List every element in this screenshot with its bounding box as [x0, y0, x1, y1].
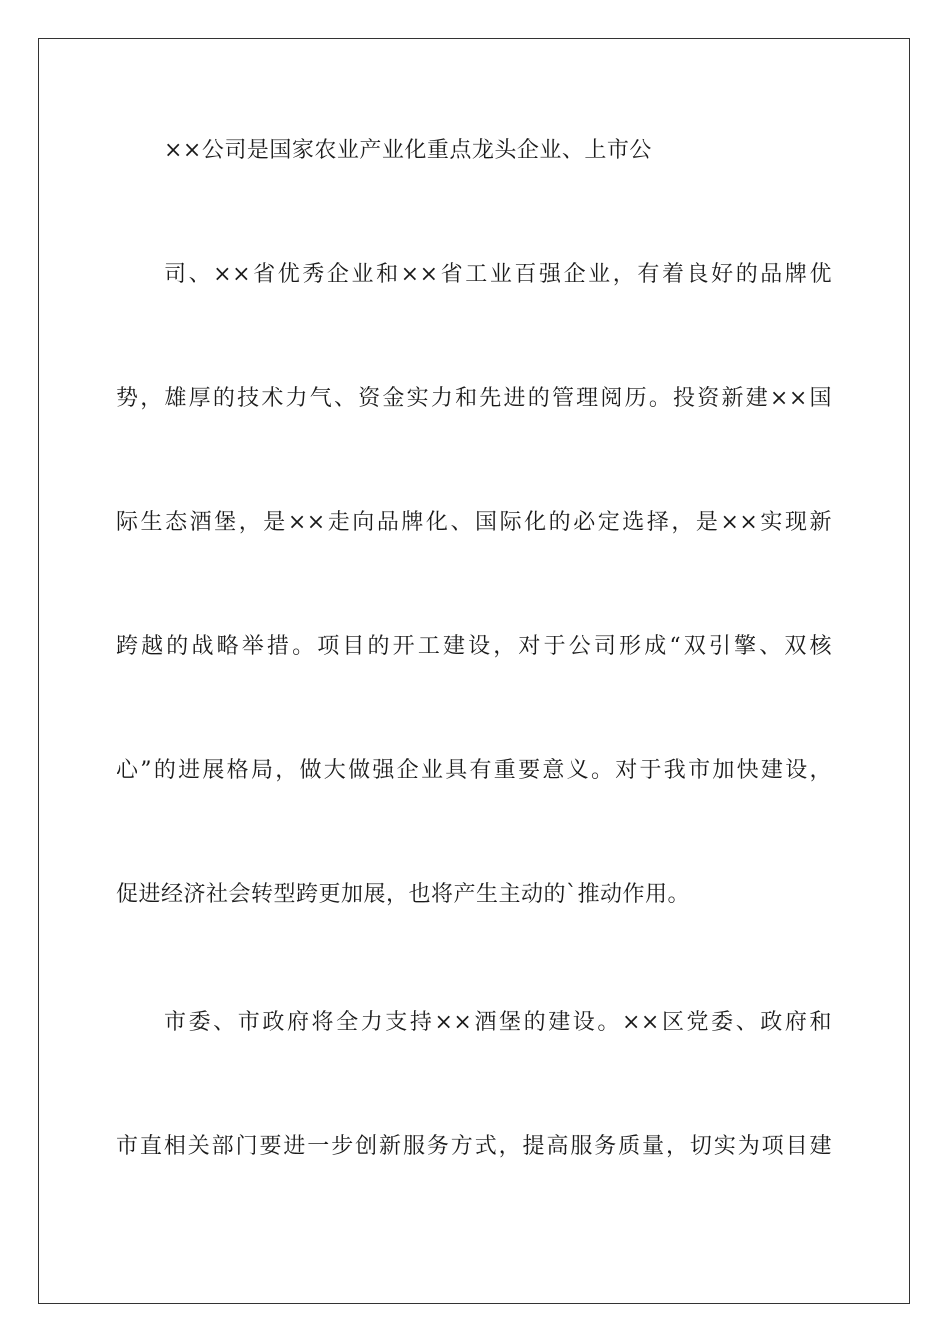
page-border [38, 38, 910, 1304]
paragraph-1-line-3: 势，雄厚的技术力气、资金实力和先进的管理阅历。投资新建××国 [116, 386, 832, 411]
paragraph-2-line-2: 市直相关部门要进一步创新服务方式，提高服务质量，切实为项目建 [116, 1134, 832, 1159]
paragraph-1-line-5: 跨越的战略举措。项目的开工建设，对于公司形成“双引擎、双核 [116, 634, 832, 659]
paragraph-1-line-1: ××公司是国家农业产业化重点龙头企业、上市公 [164, 138, 652, 163]
paragraph-2-line-1: 市委、市政府将全力支持××酒堡的建设。××区党委、政府和 [164, 1010, 832, 1035]
paragraph-1-line-4: 际生态酒堡，是××走向品牌化、国际化的必定选择，是××实现新 [116, 510, 832, 535]
paragraph-1-line-7: 促进经济社会转型跨更加展，也将产生主动的`推动作用。 [116, 882, 691, 907]
paragraph-1-line-2: 司、××省优秀企业和××省工业百强企业，有着良好的品牌优 [164, 262, 832, 287]
paragraph-1-line-6: 心”的进展格局，做大做强企业具有重要意义。对于我市加快建设， [116, 758, 832, 783]
